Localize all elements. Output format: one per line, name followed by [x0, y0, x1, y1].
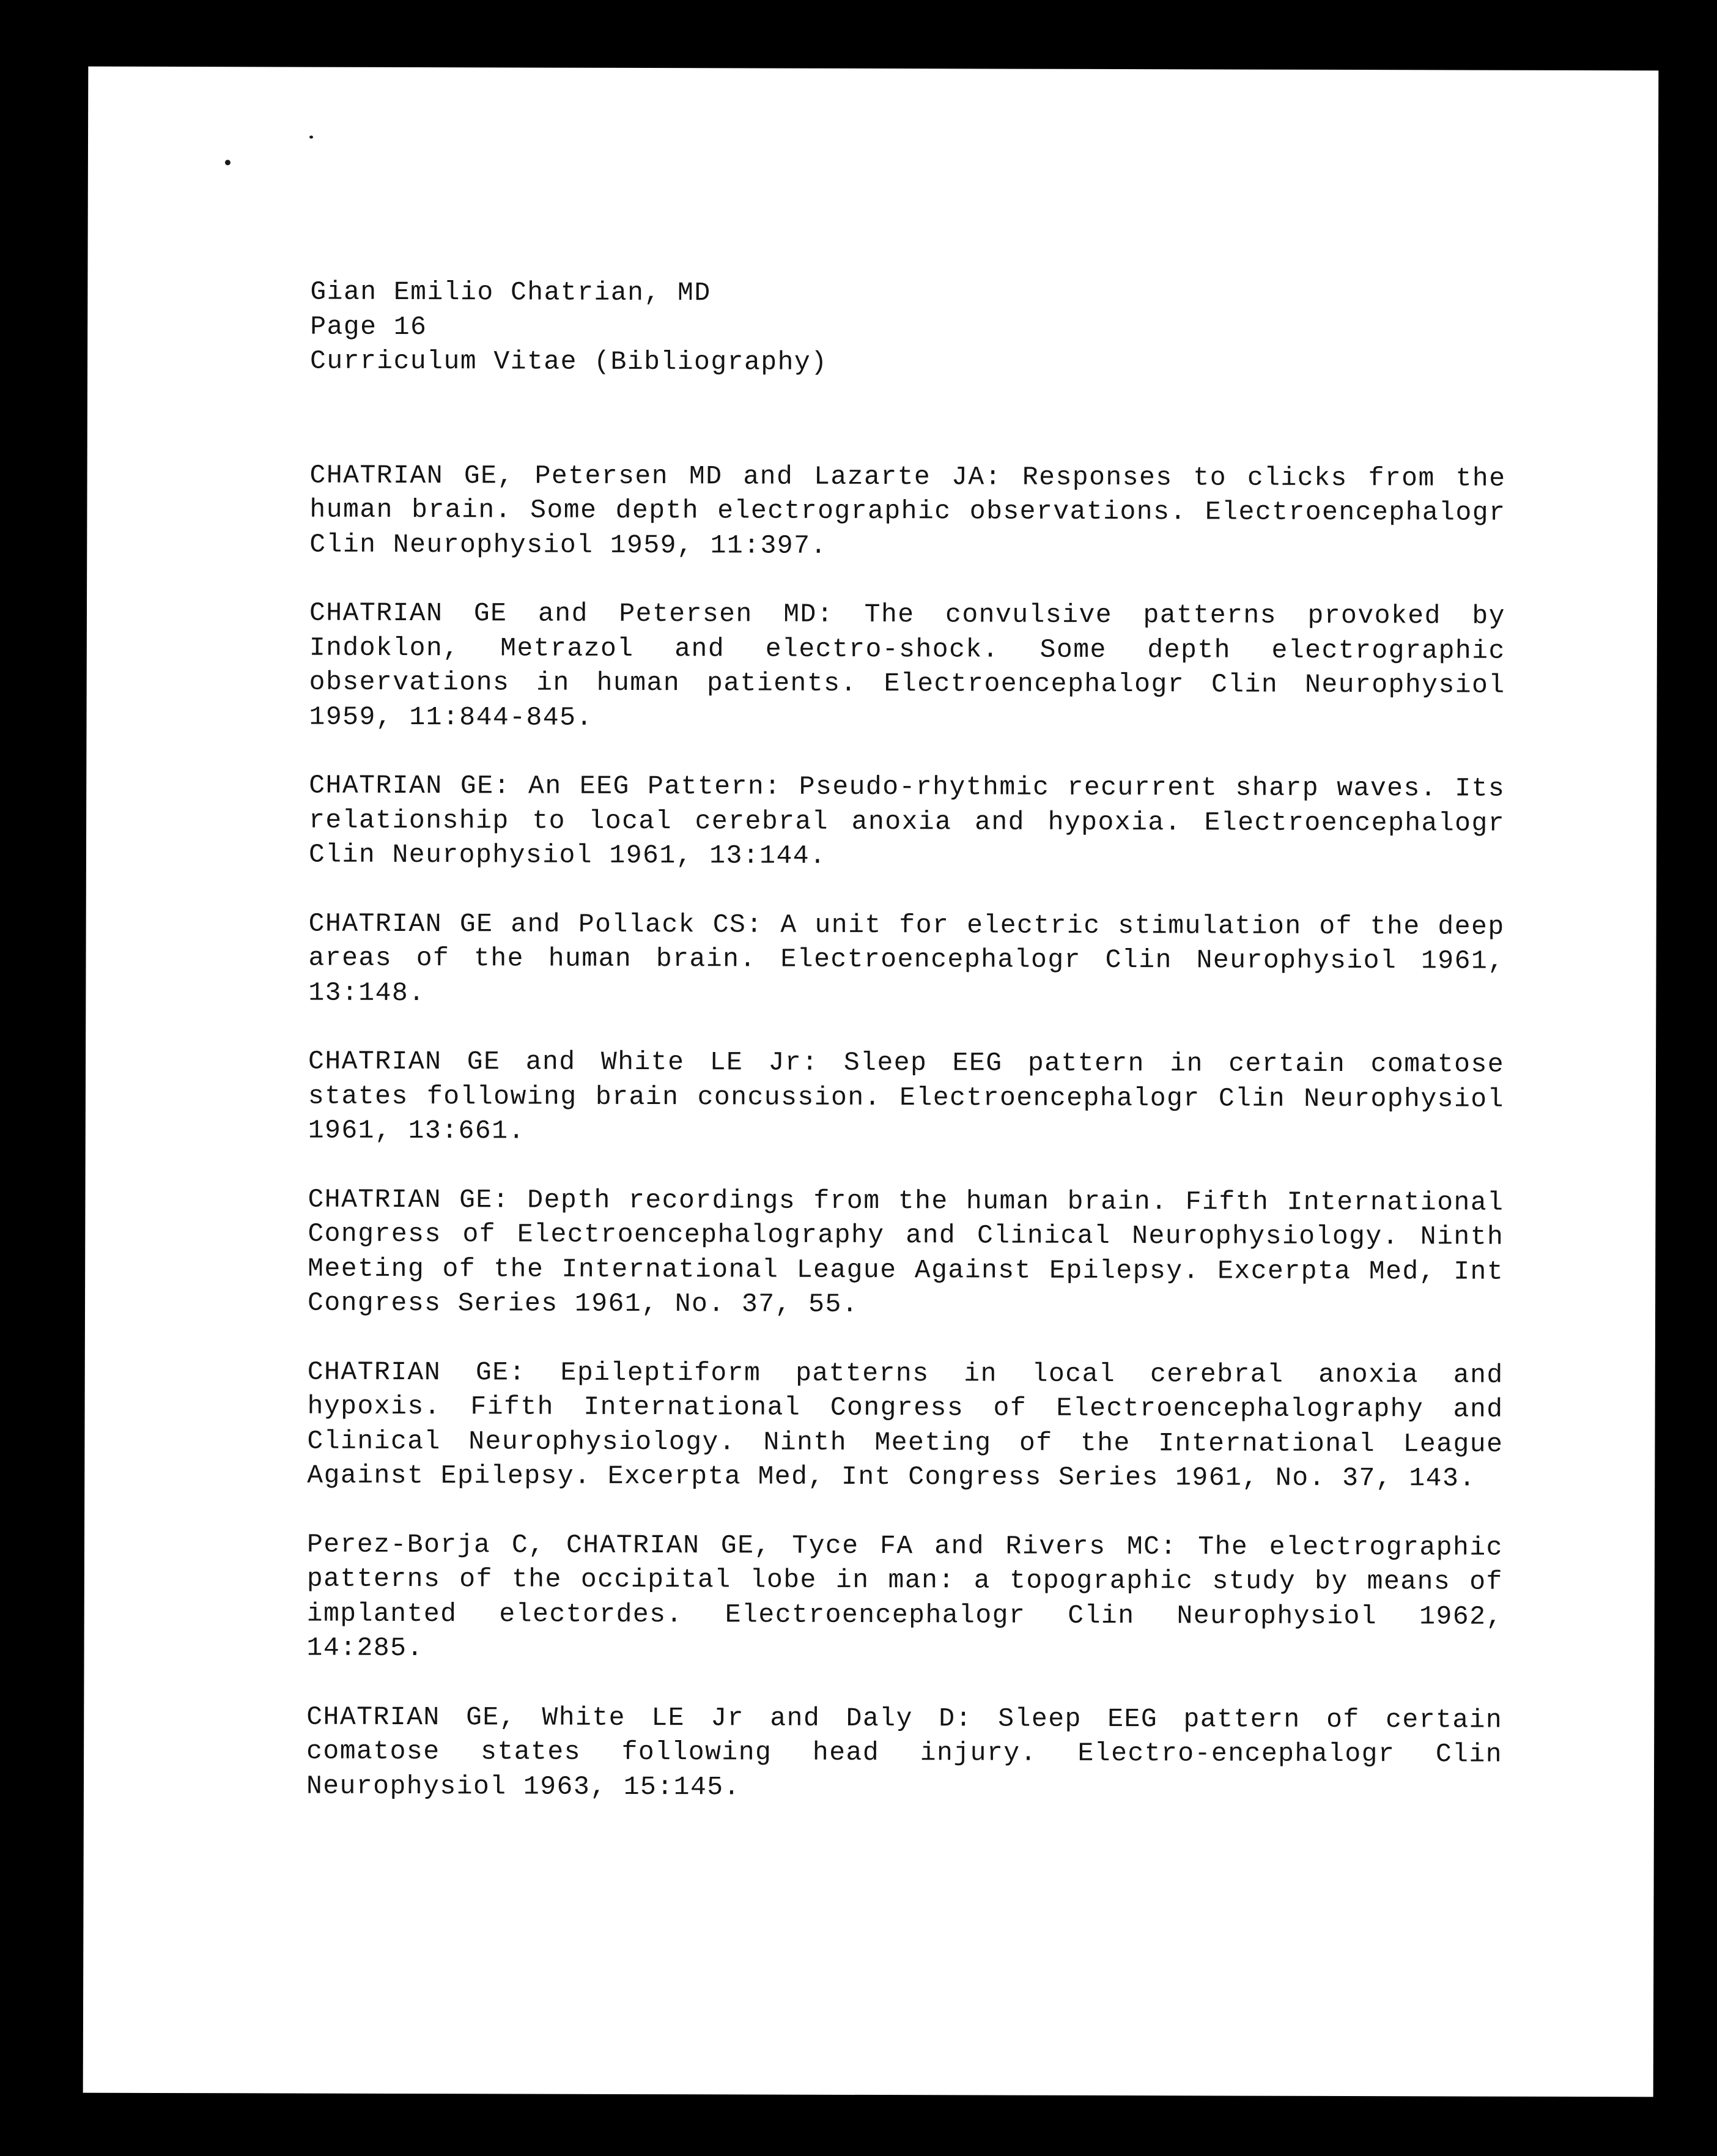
- bibliography-entry: Perez-Borja C, CHATRIAN GE, Tyce FA and Rivers MC: The electrographic patterns of the occipital lobe in man: a topographic study by means of implanted electordes. Electroencephalogr Clin Neurophysiol 1962, 14:285.: [306, 1529, 1504, 1664]
- page-number: Page 16: [310, 311, 427, 342]
- bibliography-entry: CHATRIAN GE and Petersen MD: The convulsive patterns provoked by Indoklon, Metrazol and electro-shock. Some depth electrographic observations in human patients. Electroencephalogr Clin Neurophysiol 1959, 11:844-845.: [309, 598, 1506, 733]
- bibliography-entry: CHATRIAN GE, White LE Jr and Daly D: Sleep EEG pattern of certain comatose states following head injury. Electro-encephalogr Clin Neurophysiol 1963, 15:145.: [306, 1702, 1503, 1802]
- paper-speck: [309, 136, 313, 139]
- bibliography-entry: CHATRIAN GE: An EEG Pattern: Pseudo-rhythmic recurrent sharp waves. Its relationship to local cerebral anoxia and hypoxia. Electroencephalogr Clin Neurophysiol 1961, 13:144.: [308, 770, 1505, 871]
- bibliography-entry: CHATRIAN GE and White LE Jr: Sleep EEG pattern in certain comatose states following brain concussion. Electroencephalogr Clin Neurophysiol 1961, 13:661.: [308, 1046, 1505, 1146]
- bibliography-entry: CHATRIAN GE: Depth recordings from the human brain. Fifth International Congress of Electroencephalography and Clinical Neurophysiology. Ninth Meeting of the International League Against Epilepsy. Excerpta Med, Int Congress Series 1961, No. 37, 55.: [307, 1184, 1504, 1319]
- paper-speck: [225, 160, 231, 165]
- page-header: [310, 275, 1506, 382]
- page-content: [306, 275, 1507, 1841]
- document-section: Curriculum Vitae (Bibliography): [310, 346, 828, 377]
- bibliography-entry: CHATRIAN GE: Epileptiform patterns in local cerebral anoxia and hypoxis. Fifth International Congress of Electroencephalography and Clinical Neurophysiology. Ninth Meeting of the International League Against Epilepsy. Excerpta Med, Int Congress Series 1961, No. 37, 143.: [307, 1357, 1504, 1494]
- bibliography-entry: CHATRIAN GE, Petersen MD and Lazarte JA: Responses to clicks from the human brain. Some depth electrographic observations. Electroencephalogr Clin Neurophysiol 1959, 11:397.: [309, 460, 1506, 561]
- document-page: [83, 67, 1659, 2097]
- author-name: Gian Emilio Chatrian, MD: [310, 276, 711, 308]
- bibliography-entry: CHATRIAN GE and Pollack CS: A unit for electric stimulation of the deep areas of the human brain. Electroencephalogr Clin Neurophysiol 1961, 13:148.: [308, 908, 1505, 1008]
